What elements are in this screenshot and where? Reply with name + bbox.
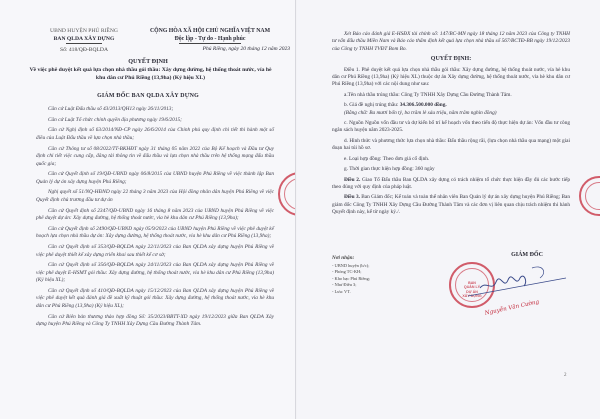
legal-basis: Căn cứ Quyết định số 2490/QĐ-UBND ngày 05/9/2023 của UBND huyện Phú Riềng về việc phê duyệt kế hoạch lựa chọn nhà thầu dự án: Xây dựng đường, hệ thống thoát nước, vỉa hè khu dân cư Phú Riềng (13,9ha); — [36, 225, 274, 240]
legal-basis: Căn cứ Biên bản thương thảo hợp đồng Số: 35/2023/BBTT-XD ngày 19/12/2023 giữa Ban QLDA Xây dựng huyện Phú Riềng và Công Ty TNHH Xây Dựng Cầu Đường Thành Tâm. — [36, 313, 274, 328]
legal-basis: Căn cứ Luật Đấu thầu số 43/2013/QH13 ngày 26/11/2013; — [48, 106, 174, 112]
consideration-paragraph: Xét Báo cáo đánh giá E-HSĐX tài chính số: 147/BC-MN ngày 18 tháng 12 năm 2023 của Công ty TNHH tư vấn đấu thầu Miền Nam và Báo cáo thẩm định kết quả lựa chọn nhà thầu số 567/BCTĐ-BB ngày 19/12/2023 của Công ty TNHH TVĐT Bom Bo. — [332, 31, 570, 52]
article-2-label: Điều 2. — [344, 176, 361, 183]
legal-basis: Căn cứ Luật Tổ chức chính quyền địa phương ngày 19/6/2015; — [48, 116, 182, 123]
issuing-org: BAN QLDA XÂY DỰNG — [53, 36, 115, 43]
seal-stamp-edge-icon — [579, 176, 600, 216]
decision-heading: QUYẾT ĐỊNH: — [430, 56, 472, 63]
recipient-item: - Lưu: VT. — [332, 288, 351, 294]
article-1-text: Phê duyệt kết quả lựa chọn nhà thầu gói thầu: Xây dựng đường, hệ thống thoát nước, vỉa hè khu dân cư Phú Riềng (13,9ha) (Ký hiệu XL) thuộc dự án Xây dựng đường, hệ thống thoát nước, vỉa hè khu dân cư Phú Riềng (13,9ha) với các nội dung như sau: — [332, 66, 571, 88]
page-number: 2 — [564, 373, 567, 378]
item-b-words: (Bằng chữ: Ba mươi bốn tỷ, ba trăm lẻ sáu triệu, năm trăm nghìn đồng) — [344, 109, 497, 116]
page-2 — [297, 0, 600, 419]
legal-basis: Căn cứ Quyết định số 356/QĐ-BQLDA ngày 24/11/2023 của Ban QLDA xây dựng huyện Phú Riềng về việc phê duyệt E-HSMT gói thầu: Xây dựng đường, hệ thống thoát nước, vỉa hè khu dân cư Phú Riềng (13,9ha) (Ký hiệu XL); — [36, 262, 274, 284]
recipients-label: Nơi nhận: — [332, 255, 355, 261]
seal-line: QUẢN LÝ — [463, 285, 481, 290]
article-3-text: Ban Giám đốc; Kế toán và toàn thể nhân viên Ban Quản lý dự án xây dựng huyện Phú Riềng; Ban giám đốc Công Ty TNHH Xây Dựng Cầu Đường Thành Tâm và các đơn vị liên quan chịu trách nhiệm thi hành Quyết định này, kể từ ngày ký./. — [332, 194, 570, 216]
article-3-label: Điều 3. — [344, 194, 360, 201]
decision-title: QUYẾT ĐỊNH — [128, 58, 168, 65]
country-name: CỘNG HÒA XÃ HỘI CHỦ NGHĨA VIỆT NAM — [149, 28, 271, 34]
article-1-label: Điều 1. — [344, 66, 360, 73]
recipients — [332, 255, 422, 296]
issue-date: Phú Riềng, ngày 20 tháng 12 năm 2023 — [202, 46, 290, 52]
parent-org: UBND HUYỆN PHÚ RIỀNG — [50, 28, 118, 34]
legal-basis: Căn cứ Nghị định số 63/2014/NĐ-CP ngày 26/6/2014 của Chính phủ quy định chi tiết thi hành một số điều của Luật Đấu thầu về lựa chọn nhà thầu; — [36, 127, 274, 141]
seal-line: XÂY DỰNG — [462, 294, 482, 299]
issuer-header — [38, 27, 130, 55]
legal-basis: Căn cứ Quyết định số 410/QĐ-BQLDA ngày 15/12/2023 của Ban QLDA xây dựng huyện Phú Riềng về việc phê duyệt kết quả đánh giá đề xuất kỹ thuật gói thầu: Xây dựng đường, hệ thống thoát nước, vỉa hè khu dân cư Phú Riềng (13,9ha) (Ký hiệu XL); — [36, 287, 274, 309]
seal-stamp-partial-icon — [278, 172, 296, 216]
item-d: d. Hình thức và phương thức lựa chọn nhà thầu: Đấu thầu rộng rãi, (lựa chọn nhà thầu qua mạng) một giai đoạn hai túi hồ sơ. — [332, 137, 570, 152]
signer-name: Nguyễn Văn Cường — [484, 299, 540, 317]
article-3 — [332, 194, 570, 216]
legal-basis: Căn cứ Thông tư số 08/2022/TT-BKHĐT ngày 31 tháng 05 năm 2022 của Bộ Kế hoạch và Đầu tư Quy định chi tiết việc cung cấp, đăng tải thông tin về đấu thầu và lựa chọn nhà thầu trên hệ thống mạng đấu thầu quốc gia; — [36, 145, 274, 167]
item-c: c. Nguồn Nguồn vốn đầu tư và dự kiến bố trí kế hoạch vốn theo tiến độ thực hiện dự án: Vốn đầu tư công ngân sách huyện năm 2023-2025. — [332, 120, 570, 134]
legal-basis: Nghị quyết số 51/NQ-HĐND ngày 22 tháng 3 năm 2023 của Hội đồng nhân dân huyện Phú Riềng về việc Quyết định chủ trương đầu tư dự án — [36, 189, 274, 203]
recipient-item: - Phòng TC-KH; — [332, 269, 362, 275]
legal-basis: Căn cứ Quyết định số 2347/QĐ-UBND ngày 16 tháng 8 năm 2023 của UBND huyện Phú Riềng về việc phê duyệt dự án: Xây dựng đường, hệ thống thoát nước, vỉa hè khu dân cư Phú Riềng (13,9ha); — [36, 207, 274, 222]
authority-heading: GIÁM ĐỐC BAN QLDA XÂY DỰNG — [97, 93, 199, 99]
header-rule — [66, 43, 102, 44]
motto-rule — [179, 43, 241, 44]
decision-number: Số: 418/QĐ-BQLDA — [59, 47, 108, 54]
national-header — [135, 27, 285, 44]
legal-bases — [36, 106, 274, 332]
article-2-text: Giao Tổ Đấu thầu Ban QLDA xây dựng có trách nhiệm tổ chức thực hiện đầy đủ các bước tiếp theo đúng với quy định của pháp luật. — [332, 176, 570, 190]
recipient-item: - Như Điều 3; — [332, 282, 357, 288]
page-1 — [0, 0, 296, 419]
item-e: e. Loại hợp đồng: Theo đơn giá cố định. — [344, 155, 430, 162]
national-motto: Độc lập - Tự do - Hạnh phúc — [174, 36, 246, 43]
item-b-label: b. Giá đề nghị trúng thầu: — [344, 102, 400, 109]
decision-body — [332, 31, 570, 220]
seal-line: DỰ ÁN — [466, 289, 478, 294]
item-b — [332, 102, 570, 109]
signature-title: GIÁM ĐỐC — [511, 252, 543, 258]
decision-subject: Về việc phê duyệt kết quả lựa chọn nhà thầu gói thầu: Xây dựng đường, hệ thống thoát nước, vỉa hè khu dân cư Phú Riềng (13,9ha) (Ký hiệu XL) — [29, 67, 272, 81]
recipient-item: - UBND huyện (b/c); — [332, 262, 370, 268]
item-g: g. Thời gian thực hiện hợp đồng: 360 ngày — [344, 166, 435, 173]
winning-bid-price: 34.306.500.000 đồng. — [399, 102, 447, 109]
item-a: a.Tên nhà thầu trúng thầu: Công Ty TNHH Xây Dựng Cầu Đường Thành Tâm. — [344, 91, 512, 98]
recipient-item: - Kho bạc Phú Riềng; — [332, 275, 371, 281]
article-1 — [332, 67, 570, 89]
seal-line: BAN — [468, 280, 476, 285]
legal-basis: Căn cứ Quyết định số 19/QĐ-UBND ngày 06/8/2015 của UBND huyện Phú Riềng về việc thành lập Ban Quản lý dự án xây dựng huyện Phú Riềng; — [36, 171, 274, 185]
article-2 — [332, 177, 570, 192]
legal-basis: Căn cứ Quyết định số 353/QĐ-BQLDA ngày 22/11/2023 của Ban QLDA xây dựng huyện Phú Riềng về việc phê duyệt thiết kế xây dựng triển khai sau thiết kế cơ sở; — [36, 244, 274, 258]
